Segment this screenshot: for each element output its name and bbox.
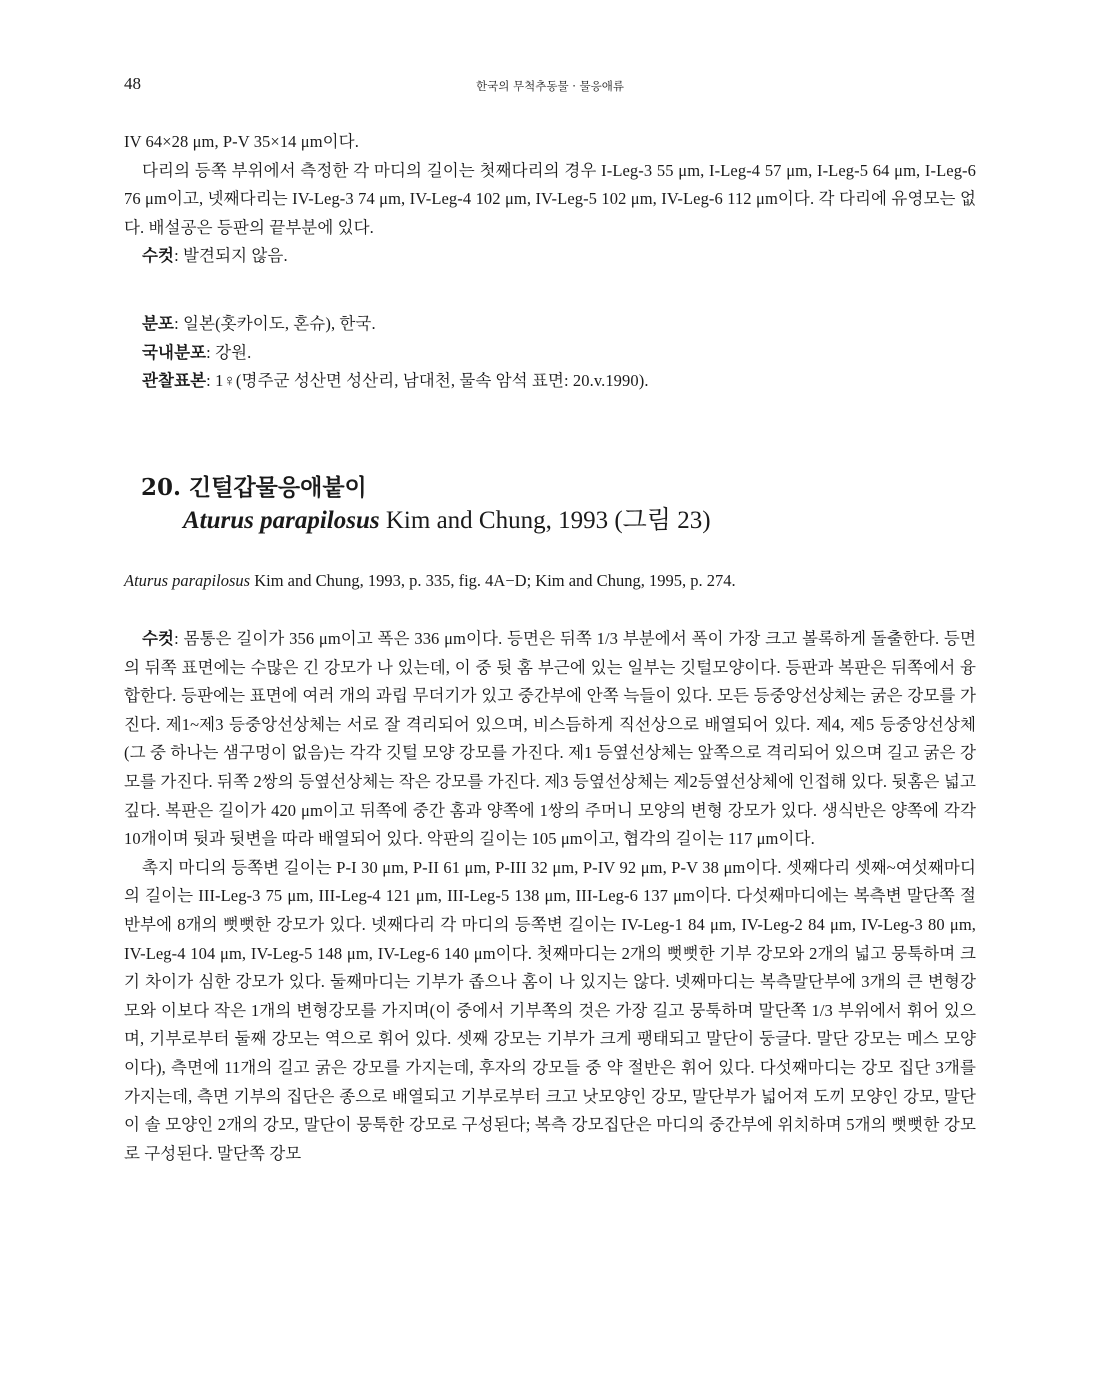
distribution-label: 분포 [142,314,175,333]
male-appendage-paragraph: 촉지 마디의 등쪽변 길이는 P-I 30 μm, P-II 61 μm, P-III 32 μm, P-IV 92 μm, P-V 38 μm이다. 셋째다리 셋째~여섯째마디의 길이는 III-Leg-3 75 μm, III-Leg-4 121 μm, III-Leg-5 138 μm, III-Leg-6 137 μm이다. 다섯째마디에는 복측변 말단쪽 절반부에 8개의 뻣뻣한 강모가 있다. 넷째다리 각 마디의 등쪽변 길이는 IV-Leg-1 84 μm, IV-Leg-2 84 μm, IV-Leg-3 80 μm, IV-Leg-4 104 μm, IV-Leg-5 148 μm, IV-Leg-6 140 μm이다. 첫째마디는 2개의 뻣뻣한 기부 강모와 2개의 넓고 뭉툭하며 크기 차이가 심한 강모가 있다. 둘째마디는 기부가 좁으나 홈이 나 있지는 않다. 넷째마디는 복측말단부에 3개의 큰 변형강모와 이보다 작은 1개의 변형강모를 가지며(이 중에서 기부쪽의 것은 가장 길고 뭉툭하며 말단쪽 1/3 부위에서 휘어 있으며, 기부로부터 둘째 강모는 역으로 휘어 있다. 셋째 강모는 기부가 크게 팽태되고 말단이 둥글다. 말단 강모는 메스 모양이다), 측면에 11개의 길고 굵은 강모를 가지는데, 후자의 강모들 중 약 절반은 휘어 있다. 다섯째마디는 강모 집단 3개를 가지는데, 측면 기부의 집단은 종으로 배열되고 기부로부터 크고 낫모양인 강모, 말단부가 넓어져 도끼 모양인 강모, 말단이 솔 모양인 2개의 강모, 말단이 뭉툭한 강모로 구성된다; 복측 강모집단은 마디의 중간부에 위치하며 5개의 뻣뻣한 강모로 구성된다. 말단쪽 강모 [124,857,976,1163]
male-body-text: : 몸통은 길이가 356 μm이고 폭은 336 μm이다. 등면은 뒤쪽 1/3 부분에서 폭이 가장 크고 볼록하게 돌출한다. 등면의 뒤쪽 표면에는 수많은 긴 강모가 나 있는데, 이 중 뒷 홈 부근에 있는 일부는 깃털모양이다. 등판과 복판은 뒤쪽에서 융합한다. 등판에는 표면에 여러 개의 과립 무더기가 있고 중간부에 안쪽 늑들이 있다. 모든 등중앙선상체는 굵은 강모를 가진다. 제1~제3 등중앙선상체는 서로 잘 격리되어 있으며, 비스듬하게 직선상으로 배열되어 있다. 제4, 제5 등중앙선상체(그 중 하나는 샘구멍이 없음)는 각각 깃털 모양 강모를 가진다. 제1 등옆선상체는 앞쪽으로 격리되어 있으며 길고 굵은 강모를 가진다. 뒤쪽 2쌍의 등옆선상체는 작은 강모를 가진다. 제3 등옆선상체는 제2등옆선상체에 인접해 있다. 뒷홈은 넓고 깊다. 복판은 길이가 420 μm이고 뒤쪽에 중간 홈과 양쪽에 1쌍의 주머니 모양의 변형 강모가 있다. 생식반은 양쪽에 각각 10개이며 뒷과 뒷변을 따라 배열되어 있다. 악판의 길이는 105 μm이고, 협각의 길이는 117 μm이다. [124,629,976,849]
synonymy-name: Aturus parapilosus [124,571,251,590]
male-label: 수컷 [142,629,175,648]
species-korean-title: 20. 긴털갑물응애붙이 [141,474,367,501]
species-heading [141,472,711,538]
page-number: 48 [124,74,141,93]
species-authority: Kim and Chung, 1993 (그림 23) [379,507,711,534]
male-text: : 발견되지 않음. [174,246,288,266]
scientific-name: Aturus parapilosus [183,507,380,534]
specimens-line [124,367,976,396]
male-body-paragraph [124,625,976,854]
paragraph-leg-measurements: 다리의 등쪽 부위에서 측정한 각 마디의 길이는 첫째다리의 경우 I-Leg-3 55 μm, I-Leg-4 57 μm, I-Leg-5 64 μm, I-Leg-6 76 μm이고, 넷째다리는 IV-Leg-3 74 μm, IV-Leg-4 102 μm, IV-Leg-5 102 μm, IV-Leg-6 112 μm이다. 각 다리에 유영모는 없다. 배설공은 등판의 끝부분에 있다. [124,160,976,237]
paragraph-palp-measurements: IV 64×28 μm, P-V 35×14 μm이다. [124,132,359,151]
specimens-text: : 1♀(명주군 성산면 성산리, 남대천, 물속 암석 표면: 20.v.1990). [206,371,649,391]
male-description [124,625,976,1168]
synonymy-text: Kim and Chung, 1993, p. 335, fig. 4A−D; Kim and Chung, 1995, p. 274. [250,571,736,590]
species-scientific-title [141,504,711,538]
domestic-distribution-line [124,339,976,368]
page-header [124,74,976,98]
domestic-distribution-text: : 강원. [206,342,252,362]
distribution-line [124,310,976,339]
synonymy-citation [124,567,976,595]
specimens-label: 관찰표본 [142,371,207,391]
male-note [124,242,976,271]
domestic-distribution-label: 국내분포 [142,342,207,362]
running-title: 한국의 무척추동물 · 물응애류 [476,79,624,93]
male-label: 수컷 [142,246,175,266]
distribution-text: : 일본(홋카이도, 혼슈), 한국. [174,314,376,333]
distribution-block [124,310,976,396]
previous-species-description [124,128,976,271]
